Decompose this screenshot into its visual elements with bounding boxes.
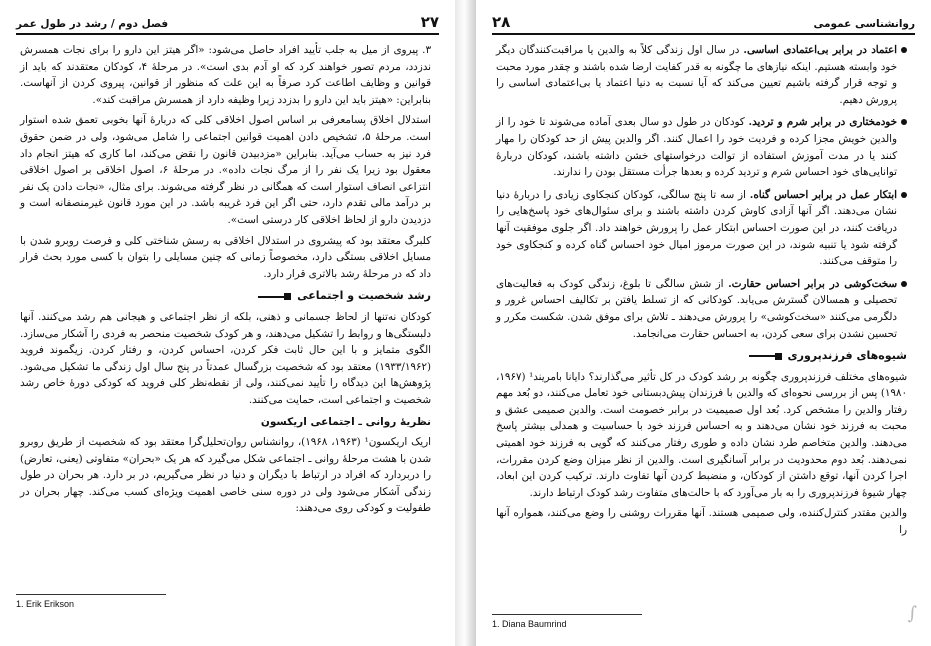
paragraph: کلبرگ معتقد بود که پیشروی در استدلال اخلاقی به رسش شناختی کلی و فرصت روبرو شدن با مسایل اخلاقی بستگی دارد، مخصوصاً زمانی که چنین مسایلی را بتوان با کسی مورد بحث قرار داد که در مرحلهٔ رشد بالاتری قرار دارد.	[20, 234, 431, 280]
footnote-rule	[492, 614, 642, 615]
paragraph: کودکان نه‌تنها از لحاظ جسمانی و ذهنی، بلکه از نظر اجتماعی و هیجانی هم رشد می‌کنند. آنها دلبستگی‌ها و روابط را تشکیل می‌دهند، و هر کودک شخصیت منحصر به فردی را آشکار می‌سازد. الگوی متمایز و با این حال ثابت فکر کردن، احساس کردن، و رفتار کردن. زیگموند فروید (۱۹۳۳/۱۹۶۲) معتقد بود که شخصیت بزرگسال عمدتاً در پنج سال اول زندگی ما تشکیل می‌شود. پژوهش‌ها این دیدگاه را تأیید نمی‌کنند، ولی از نقطه‌نظر کلی فروید که کودکی دورهٔ خاص رشد شخصیت و اجتماعی است، حمایت می‌کنند.	[20, 310, 431, 406]
bullet-dot-icon	[901, 192, 907, 198]
right-page	[476, 0, 931, 646]
paragraph: ۳. پیروی از میل به جلب تأیید افراد حاصل می‌شود: «اگر هیتز این دارو را برای نجات همسرش ندزدد، مردم تصور خواهند کرد که او آدم بدی است». در مرحلهٔ ۴، کودکان معتقدند که باید از قوانین و وظایف اطاعت کرد صرفاً به این علت که منظور از قوانین، پیروی کردن از آنهاست. بنابراین: «هیتز باید این دارو را بدزدد زیرا وظیفه دارد از همسرش مراقبت کند».	[20, 44, 432, 106]
page-body	[20, 42, 431, 521]
bullet-text: از شش سالگی تا بلوغ، زندگی کودک به فعالیت‌های تحصیلی و همسالان گسترش می‌یابد. کودکانی که از تسلط یافتن بر تکالیف احساس غرور و دلگرمی می‌کنند «سخت‌کوشی» را پرورش می‌دهند ـ تلاش برای موفق شدن. شکست مکرر و تحسین نشدن برای سعی کردن، به احساس حقارت می‌انجامد.	[496, 277, 897, 340]
paragraph: شیوه‌های مختلف فرزندپروری چگونه بر رشد کودک در کل تأثیر می‌گذارند؟ دایانا بامریند¹ (۱۹۶۷، ۱۹۸۰) پس از بررسی نحوه‌ای که والدین با فرزندان پیش‌دبستانی خود تعامل می‌کنند، دو بُعد مهم رفتار والدین را مشخص کرد. بُعد اول صمیمیت در برابر خصومت است. والدین صمیمی عشق و محبت به فرزند خود نشان می‌دهند و به احساس فرزند خود با حساسیت و همدلی بیشتر پاسخ می‌دهند. والدین متخاصم طرد نشان داده و طوری رفتار می‌کنند که گویی به فرزند خود اهمیتی نمی‌دهند. بُعد دوم محدودیت در برابر آسانگیری است. والدین از نظر میزان وضع کردن مقررات، اجرا کردن آنها، توقع داشتن از کودکان، و منضبط کردن آنها تفاوت دارند. ترکیب کردن این ابعاد، چهار شیوهٔ فرزندپروری را به بار می‌آورد که با حالت‌های متفاوت رشد کودک ارتباط دارند.	[496, 370, 908, 499]
bullet-dot-icon	[901, 47, 907, 53]
bullet-text: کودکان در طول دو سال بعدی آماده می‌شوند تا خود را از والدین خویش مجزا کرده و فردیت خود را اعمال کنند. اگر والدین پیش از حد کودکان را مهار کنند یا در مدت آموزش استفاده از توالت درخواستهای خشن داشته باشند، کودکان دربارهٔ توانایی‌های خود احساس شرم و تردید کرده و بعدها جرأت مستقل بودن را ندارند.	[496, 116, 897, 179]
section-heading-text: رشد شخصیت و اجتماعی	[297, 289, 431, 303]
page-header	[492, 12, 915, 35]
paragraph: استدلال اخلاق پسامعرفی بر اساس اصول اخلاقی کلی که دربارهٔ آنها بخوبی تعمق شده استوار است. مرحلهٔ ۵، تشخیص دادن اهمیت قوانین اجتماعی را شامل می‌شود، ولی در ضمن حقوق فرد نیز به حساب می‌آید. بنابراین «مزدبیدن قانون را نقض می‌کند، اما کاری که هیتز انجام داد معقول بود زیرا یک نفر را از مرگ نجات داده». در مرحلهٔ ۶، اصول اخلاقی بر اصول اخلاقی انتزاعی انصاف استوار است که همگانی در نظر گرفته می‌شوند. برای مثال، «نجات دادن یک نفر بر درآمد مالی تقدم دارد، حتی اگر این فرد غریبه باشد. در این مورد قانون غیرمنصفانه است و دزدیدن دارو از لحاظ اخلاقی کار درستی است».	[20, 114, 432, 226]
page-body	[496, 42, 907, 543]
bullet-text: در سال اول زندگی کلاً به والدین یا مراقبت‌کنندگان دیگر خود وابسته هستیم. اینکه نیازهای ما چگونه به قدر کفایت ارضا شده باشند و چقدر مورد محبت و توجه قرار گرفته باشیم تعیین می‌کند که آیا نسبت به دنیا اعتماد یا بی‌اعتمادی اساسی را پرورش دهیم.	[496, 44, 897, 106]
footnote: 1. Diana Baumrind	[492, 619, 567, 629]
bullet-dot-icon	[901, 119, 907, 125]
paragraph: اریک اریکسون¹ (۱۹۶۳، ۱۹۶۸)، روانشناس روان‌تحلیل‌گرا معتقد بود که شخصیت از طریق روبرو شدن با هشت مرحلهٔ روانی ـ اجتماعی شکل می‌گیرد که هر یک «بحران» متفاوتی (یعنی، تعارض) را دربردارد که افراد در ارتباط با دیگران و دنیا در نظر می‌گیریم، در بر دارد. هر بحران در طول زندگی آشکار می‌شود ولی در دوره سنی خاصی اهمیت ویژه‌ای کسب می‌کند. چهار بحران در طفولیت و کودکی روی می‌دهند:	[20, 436, 431, 515]
bullet-lead: سخت‌کوشی در برابر احساس حقارت.	[728, 277, 898, 290]
page-curl-mark-icon: ∫	[907, 603, 917, 624]
section-marker-icon	[749, 353, 782, 360]
bullet-lead: اعتماد در برابر بی‌اعتمادی اساسی.	[743, 44, 897, 56]
section-heading-text: شیوه‌های فرزندپروری	[787, 349, 907, 363]
page-number: ۲۷	[420, 13, 439, 31]
section-heading	[20, 288, 431, 305]
running-title: فصل دوم / رشد در طول عمر	[16, 18, 169, 30]
bullet-item	[496, 187, 907, 270]
subheading: نظریهٔ روانی ـ اجتماعی اریکسون	[260, 416, 431, 429]
paragraph: والدین مقتدر کنترل‌کننده، ولی صمیمی هستند. آنها مقررات روشنی را وضع می‌کنند، همواره آنها را	[496, 507, 907, 537]
section-marker-icon	[258, 293, 291, 300]
bullet-item	[496, 42, 907, 108]
bullet-item	[496, 276, 907, 342]
section-heading	[496, 348, 907, 365]
page-header	[16, 12, 439, 35]
footnote: 1. Erik Erikson	[16, 599, 75, 609]
bullet-item	[496, 114, 907, 180]
book-gutter	[455, 0, 476, 646]
footnote-rule	[16, 594, 166, 595]
bullet-text: از سه تا پنج سالگی، کودکان کنجکاوی زیادی را دربارهٔ دنیا نشان می‌دهند. اگر آنها آزادی کاوش کردن داشته باشند و برای سئوال‌های خود پاسخ‌هایی را دریافت کنند، در این صورت احساس ابتکار عمل را پرورش خواهند داد. اگر جلوی موفقیت آنها گرفته شود یا تنبیه شوند، در این صورت مرموز امیال خود احساس گناه کرده و کنجکاوی خود را متوقف می‌کنند.	[496, 188, 897, 268]
page-number: ۲۸	[492, 13, 511, 31]
bullet-lead: ابتکار عمل در برابر احساس گناه.	[749, 188, 897, 201]
bullet-lead: خودمختاری در برابر شرم و تردید.	[748, 116, 897, 129]
left-page	[0, 0, 455, 646]
running-title: روانشناسی عمومی	[813, 18, 915, 30]
bullet-dot-icon	[901, 281, 907, 287]
